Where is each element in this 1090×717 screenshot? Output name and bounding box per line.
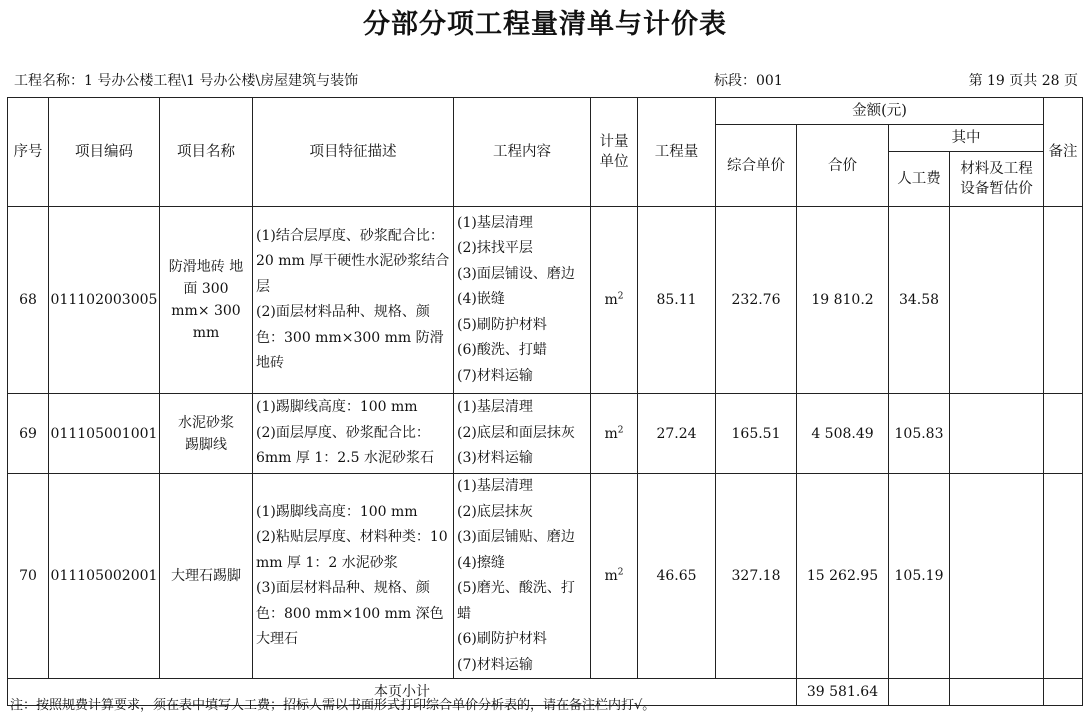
header-total: 合价 <box>797 125 889 207</box>
header-of-which: 其中 <box>889 125 1044 152</box>
project-name: 工程名称：1 号办公楼工程\1 号办公楼\房屋建筑与装饰 <box>14 73 359 89</box>
row-seq: 69 <box>8 394 49 474</box>
row-remark <box>1044 394 1083 474</box>
row-work: (1)基层清理 (2)底层和面层抹灰 (3)材料运输 <box>454 394 591 474</box>
header-seq: 序号 <box>8 98 49 207</box>
table-header <box>8 98 1083 207</box>
row-unit: $m^2$ <box>591 474 638 679</box>
table-row <box>8 394 1083 474</box>
subtotal-total: 39 581.64 <box>797 679 889 706</box>
row-total: 19 810.2 <box>797 207 889 394</box>
table-row <box>8 207 1083 394</box>
row-labor: 34.58 <box>889 207 950 394</box>
row-name: 防滑地砖 地面 300 mm× 300 mm <box>160 207 253 394</box>
row-material <box>950 474 1044 679</box>
row-desc: (1)结合层厚度、砂浆配合比：20 mm 厚干硬性水泥砂浆结合层 (2)面层材料品种、规格、颜色：300 mm×300 mm 防滑地砖 <box>253 207 454 394</box>
bill-table <box>7 97 1083 706</box>
row-work: (1)基层清理 (2)抹找平层 (3)面层铺设、磨边 (4)嵌缝 (5)刷防护材料 (6)酸洗、打蜡 (7)材料运输 <box>454 207 591 394</box>
row-work: (1)基层清理 (2)底层抹灰 (3)面层铺贴、磨边 (4)擦缝 (5)磨光、酸洗、打蜡 (6)刷防护材料 (7)材料运输 <box>454 474 591 679</box>
subtotal-remark <box>1044 679 1083 706</box>
row-total: 4 508.49 <box>797 394 889 474</box>
row-material <box>950 207 1044 394</box>
subtotal-material <box>950 679 1044 706</box>
row-labor: 105.19 <box>889 474 950 679</box>
row-seq: 70 <box>8 474 49 679</box>
row-qty: 85.11 <box>638 207 716 394</box>
row-code: 011105002001 <box>49 474 160 679</box>
row-unit: $m^2$ <box>591 207 638 394</box>
header-material: 材料及工程设备暂估价 <box>950 152 1044 207</box>
row-remark <box>1044 474 1083 679</box>
row-code: 011102003005 <box>49 207 160 394</box>
header-unit: 计量单位 <box>591 98 638 207</box>
row-unit-price: 165.51 <box>716 394 797 474</box>
subtotal-labor <box>889 679 950 706</box>
row-unit-price: 327.18 <box>716 474 797 679</box>
header-code: 项目编码 <box>49 98 160 207</box>
row-seq: 68 <box>8 207 49 394</box>
subtotal-label: 本页小计 <box>8 679 797 706</box>
section-label: 标段：001 <box>714 73 783 89</box>
footnote: 注：按照规费计算要求，须在表中填写人工费；招标人需以书面形式打印综合单价分析表的，请在备注栏内打√。 <box>10 698 656 713</box>
row-qty: 27.24 <box>638 394 716 474</box>
row-name: 大理石踢脚 <box>160 474 253 679</box>
row-unit: $m^2$ <box>591 394 638 474</box>
table-row <box>8 474 1083 679</box>
row-total: 15 262.95 <box>797 474 889 679</box>
row-unit-price: 232.76 <box>716 207 797 394</box>
header-name: 项目名称 <box>160 98 253 207</box>
header-unit-price: 综合单价 <box>716 125 797 207</box>
header-desc: 项目特征描述 <box>253 98 454 207</box>
header-remark: 备注 <box>1044 98 1083 207</box>
page-number: 第 19 页共 28 页 <box>968 73 1078 89</box>
header-qty: 工程量 <box>638 98 716 207</box>
header-amount: 金额(元) <box>716 98 1044 125</box>
row-desc: (1)踢脚线高度：100 mm (2)粘贴层厚度、材料种类：10 mm 厚 1：2 水泥砂浆 (3)面层材料品种、规格、颜色：800 mm×100 mm 深色大理石 <box>253 474 454 679</box>
header-labor: 人工费 <box>889 152 950 207</box>
row-remark <box>1044 207 1083 394</box>
row-name: 水泥砂浆 踢脚线 <box>160 394 253 474</box>
row-desc: (1)踢脚线高度：100 mm (2)面层厚度、砂浆配合比：6mm 厚 1：2.5 水泥砂浆石 <box>253 394 454 474</box>
row-material <box>950 394 1044 474</box>
row-labor: 105.83 <box>889 394 950 474</box>
header-work: 工程内容 <box>454 98 591 207</box>
page-title: 分部分项工程量清单与计价表 <box>363 9 727 40</box>
row-code: 011105001001 <box>49 394 160 474</box>
row-qty: 46.65 <box>638 474 716 679</box>
